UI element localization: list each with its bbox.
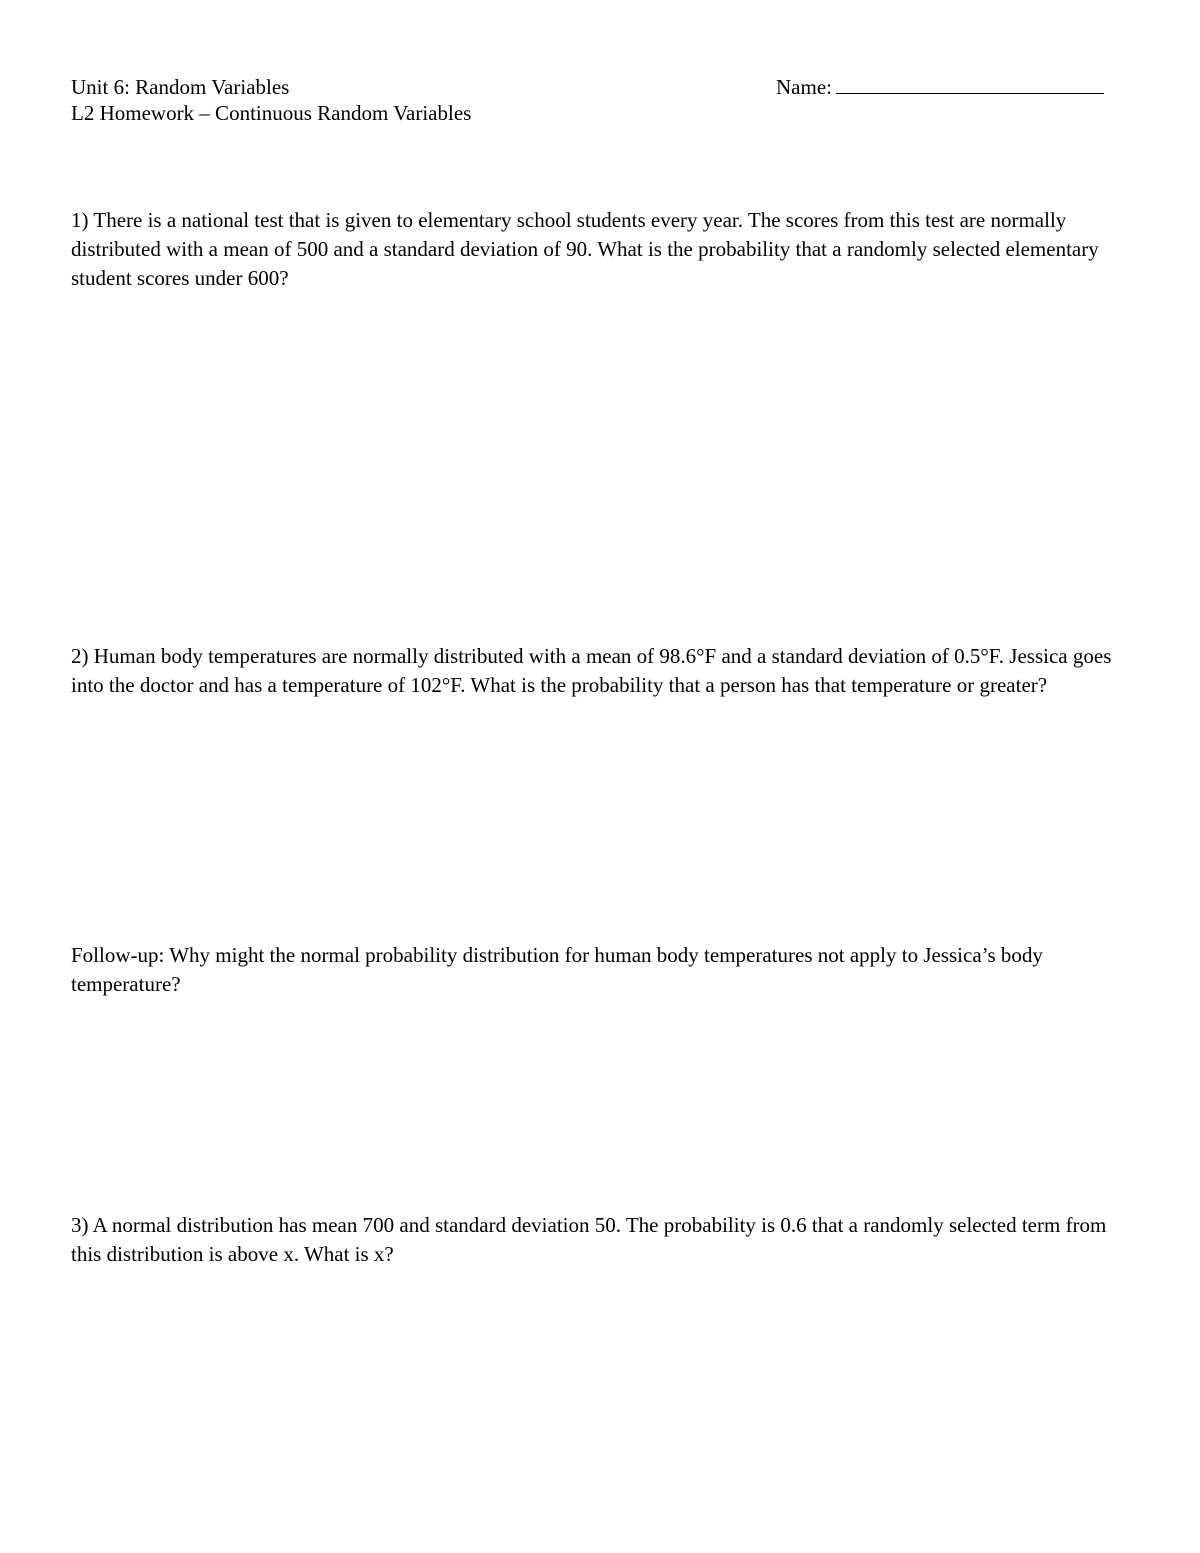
question-2: 2) Human body temperatures are normally distributed with a mean of 98.6°F and a standard deviation of 0.5°F. Jessica goes into the doctor and has a temperature of 102°F. What is the probability that a person has that temperature or greater?	[71, 644, 1112, 697]
name-blank-line[interactable]	[836, 73, 1104, 94]
question-3: 3) A normal distribution has mean 700 and standard deviation 50. The probability is 0.6 that a randomly selected term from this distribution is above x. What is x?	[71, 1213, 1107, 1266]
question-1: 1) There is a national test that is given to elementary school students every year. The scores from this test are normally distributed with a mean of 500 and a standard deviation of 90. What is the probability that a randomly selected elementary student scores under 600?	[71, 208, 1099, 290]
unit-title: Unit 6: Random Variables	[71, 75, 290, 99]
name-label: Name:	[776, 75, 832, 99]
name-field	[776, 73, 1104, 102]
follow-up-question: Follow-up: Why might the normal probability distribution for human body temperatures not apply to Jessica’s body temperature?	[71, 943, 1043, 996]
lesson-title: L2 Homework – Continuous Random Variables	[71, 101, 472, 125]
